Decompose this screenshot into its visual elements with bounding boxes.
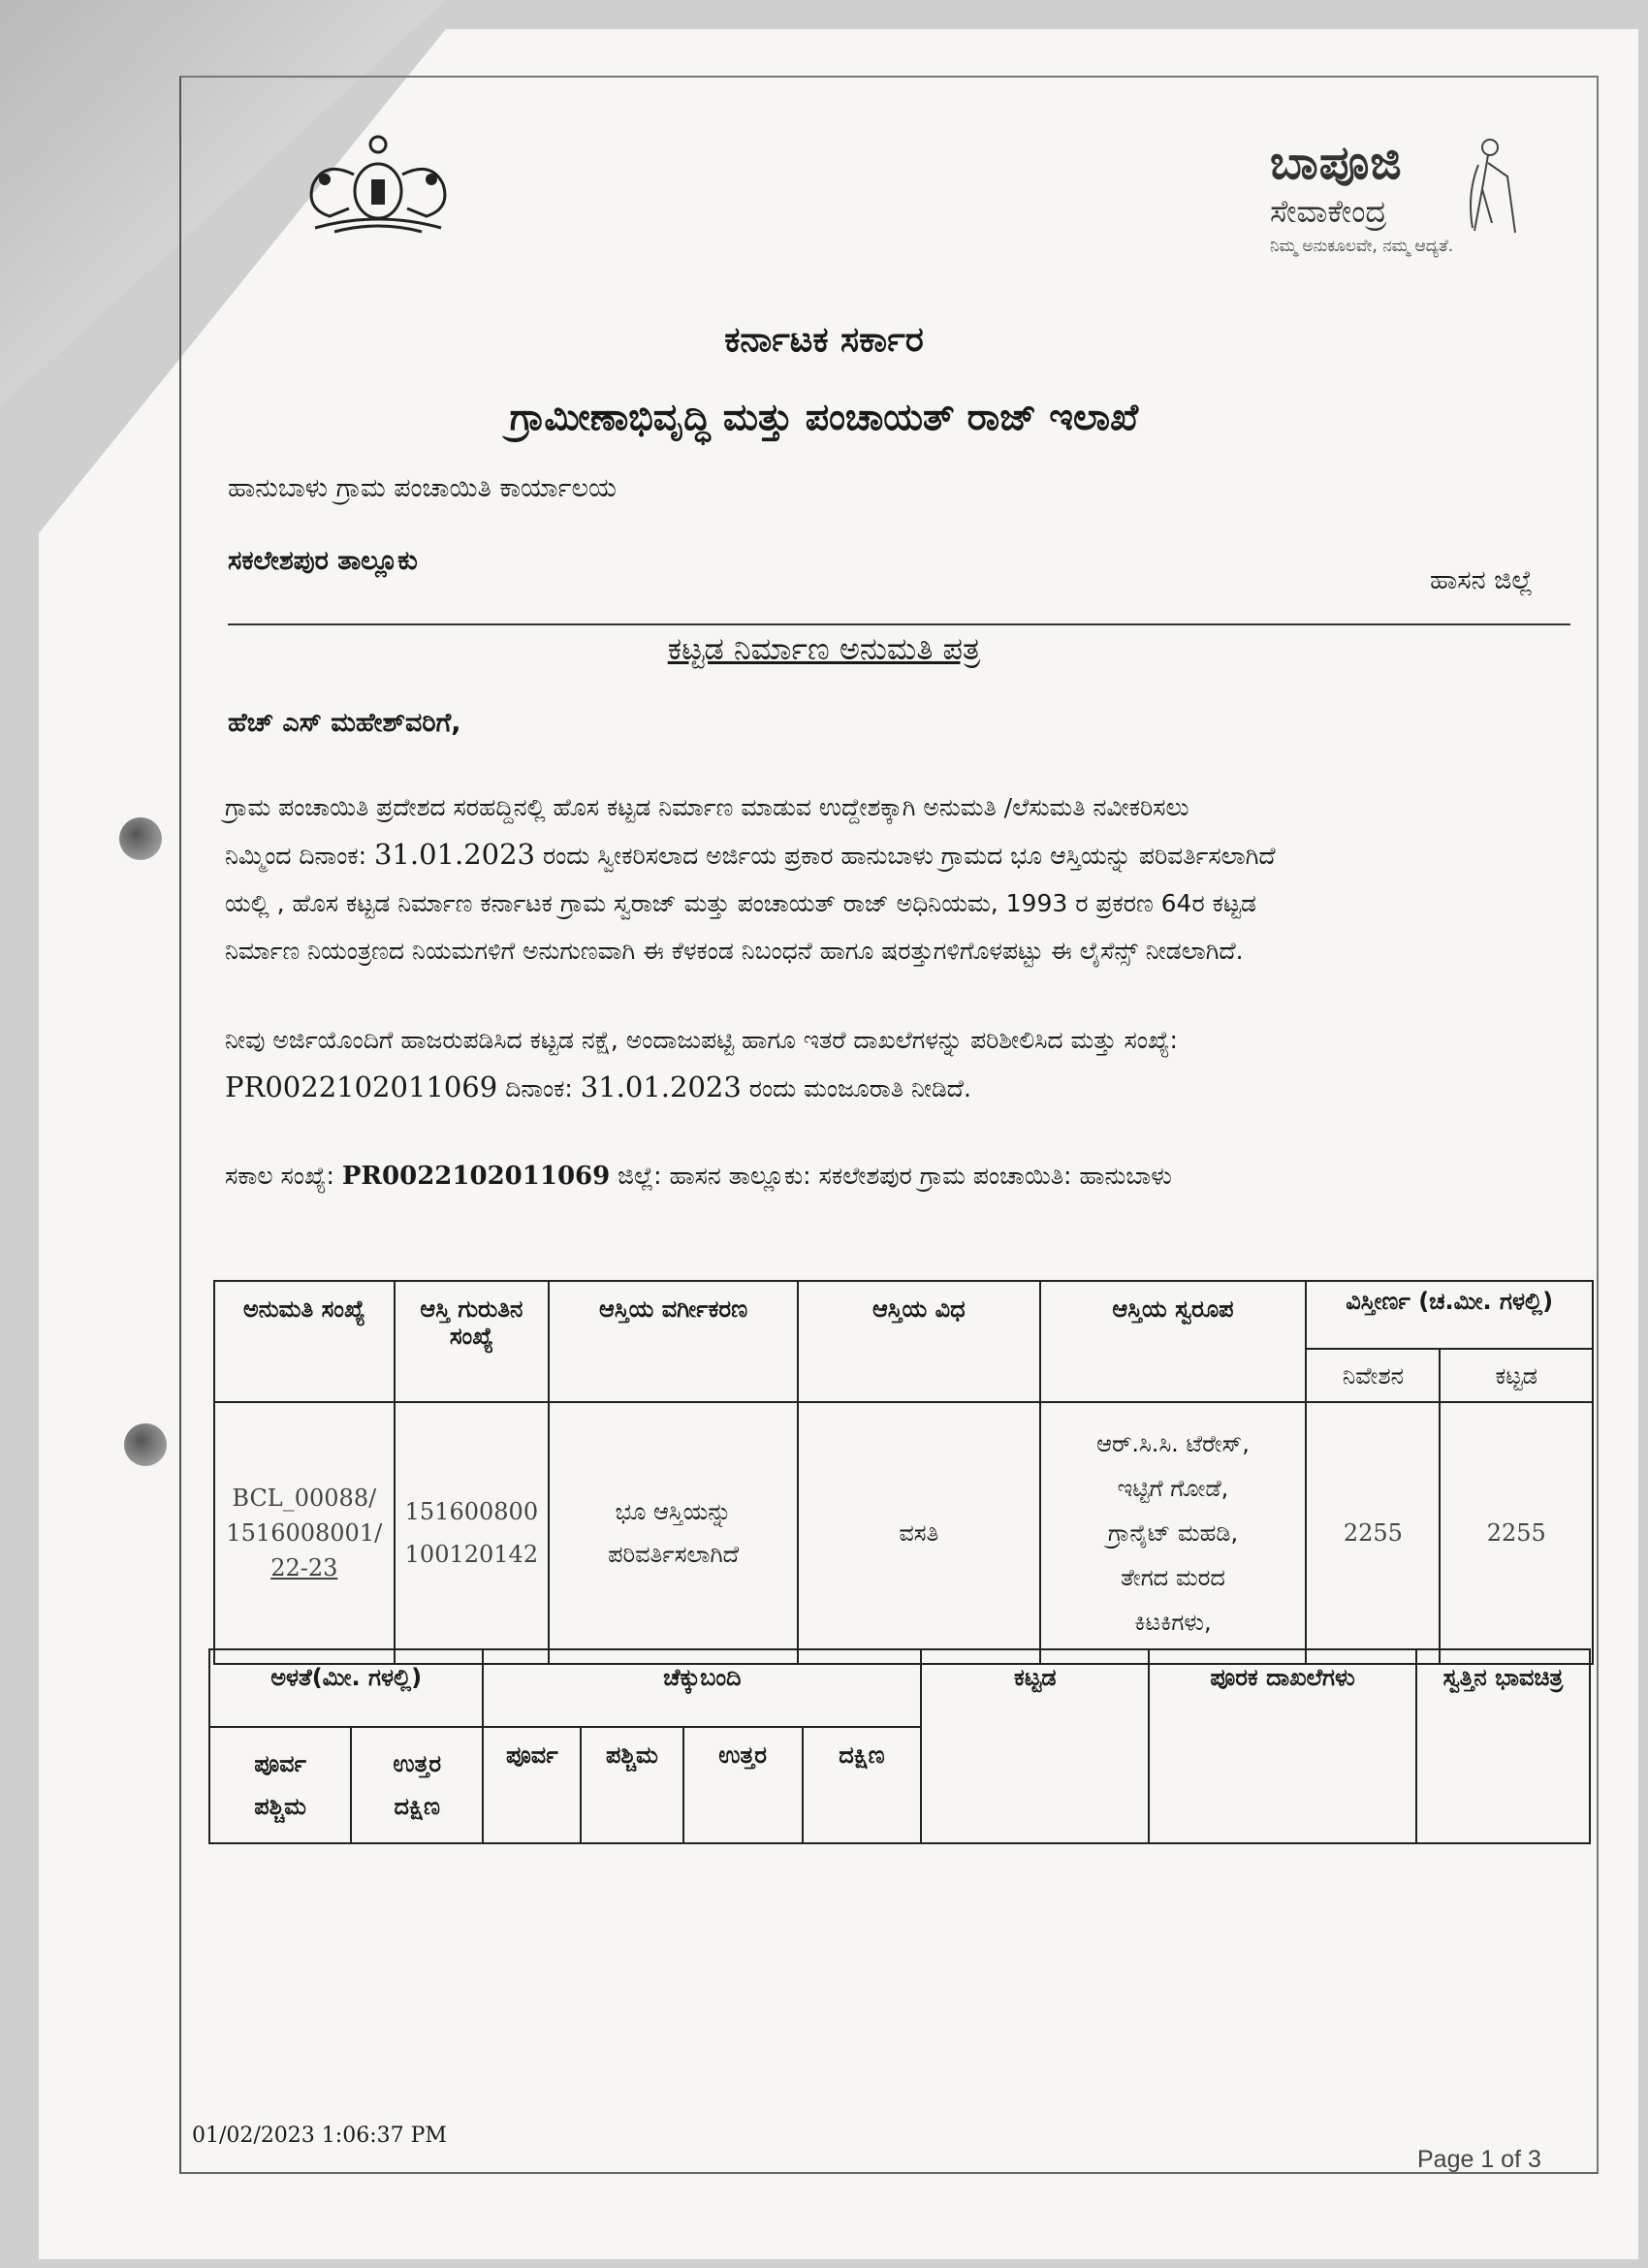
department-heading: ಗ್ರಾಮೀಣಾಭಿವೃದ್ಧಿ ಮತ್ತು ಪಂಚಾಯತ್ ರಾಜ್ ಇಲಾಖೆ <box>509 396 1139 438</box>
property-id-line-2: 100120142 <box>404 1541 539 1568</box>
karnataka-emblem-icon <box>296 131 460 238</box>
logo-subtitle: ಸೇವಾಕೇಂದ್ರ <box>1270 193 1387 230</box>
taluk-name: ಸಕಲೇಶಪುರ ತಾಲ್ಲೂಕು <box>228 546 418 576</box>
para1-date-label: ನಿಮ್ಮಿಂದ ದಿನಾಂಕ: <box>225 842 374 870</box>
para1-line-3: ಯಲ್ಲಿ , ಹೊಸ ಕಟ್ಟಡ ನಿರ್ಮಾಣ ಕರ್ನಾಟಕ ಗ್ರಾಮ ಸ್ವರಾಜ್ ಮತ್ತು ಪಂಚಾಯತ್ ರಾಜ್ ಅಧಿನಿಯಮ, 1993 ರ ಪ್ರಕರಣ 64ರ ಕಟ್ಟಡ <box>225 889 1256 917</box>
classification-line-1: ಭೂ ಆಸ್ತಿಯನ್ನು <box>615 1498 732 1525</box>
cell-property-type: ವಸತಿ <box>798 1402 1040 1664</box>
cell-building-area: 2255 <box>1440 1402 1593 1664</box>
dimensions-boundaries-table <box>208 1648 1591 1844</box>
nature-line-4: ತೇಗದ ಮರದ <box>1121 1564 1225 1591</box>
sakala-number: PR0022102011069 <box>341 1162 611 1191</box>
table2-header-row <box>209 1649 1590 1727</box>
header-building-doc: ಕಟ್ಟಡ <box>921 1649 1149 1843</box>
header-area: ವಿಸ್ತೀರ್ಣ (ಚ.ಮೀ. ಗಳಲ್ಲಿ) <box>1306 1281 1593 1349</box>
header-site: ನಿವೇಶನ <box>1306 1349 1440 1402</box>
sakala-location: ಜಿಲ್ಲೆ: ಹಾಸನ ತಾಲ್ಲೂಕು: ಸಕಲೇಶಪುರ ಗ್ರಾಮ ಪಂಚಾಯಿತಿ: ಹಾನುಬಾಳು <box>610 1162 1172 1190</box>
district-name: ಹಾಸನ ಜಿಲ್ಲೆ <box>1430 565 1534 595</box>
cell-classification <box>549 1402 798 1664</box>
para1-line-1: ಗ್ರಾಮ ಪಂಚಾಯಿತಿ ಪ್ರದೇಶದ ಸರಹದ್ದಿನಲ್ಲಿ ಹೊಸ ಕಟ್ಟಡ ನಿರ್ಮಾಣ ಮಾಡುವ ಉದ್ದೇಶಕ್ಕಾಗಿ ಅನುಮತಿ /ಲೆಸುಮತಿ ನವೀಕರಿಸಲು <box>225 793 1189 821</box>
addressee: ಹೆಚ್ ಎಸ್ ಮಹೇಶ್‌ವರಿಗೆ, <box>228 708 461 738</box>
permit-paragraph-1 <box>225 783 1601 974</box>
office-name: ಹಾನುಬಾಳು ಗ್ರಾಮ ಪಂಚಾಯಿತಿ ಕಾರ್ಯಾಲಯ <box>228 473 617 503</box>
sakala-label: ಸಕಾಲ ಸಂಖ್ಯೆ: <box>225 1162 342 1190</box>
sakala-line <box>225 1162 1172 1191</box>
header-dimensions: ಅಳತೆ(ಮೀ. ಗಳಲ್ಲಿ) <box>209 1649 483 1727</box>
header-divider <box>228 623 1570 625</box>
header-west: ಪಶ್ಚಿಮ <box>581 1727 682 1843</box>
para2-date-label: ದಿನಾಂಕ: <box>497 1074 581 1102</box>
east-west-line-2: ಪಶ್ಚಿಮ <box>254 1793 306 1820</box>
cell-property-id <box>395 1402 550 1664</box>
approval-date: 31.01.2023 <box>580 1070 742 1103</box>
document-title: ಕಟ್ಟಡ ನಿರ್ಮಾಣ ಅನುಮತಿ ಪತ್ರ <box>667 630 981 667</box>
north-south-line-1: ಉತ್ತರ <box>393 1750 442 1777</box>
para2-line-1: ನೀವು ಅರ್ಜಿಯೊಂದಿಗೆ ಹಾಜರುಪಡಿಸಿದ ಕಟ್ಟಡ ನಕ್ಷೆ, ಅಂದಾಜುಪಟ್ಟಿ ಹಾಗೂ ಇತರೆ ದಾಖಲೆಗಳನ್ನು ಪರಿಶೀಲಿಸಿದ ಮತ್ತು ಸಂಖ್ಯೆ: <box>225 1026 1178 1054</box>
header-property-type: ಆಸ್ತಿಯ ವಿಧ <box>798 1281 1040 1402</box>
header-supporting-docs: ಪೂರಕ ದಾಖಲೆಗಳು <box>1149 1649 1416 1843</box>
header-property-nature: ಆಸ್ತಿಯ ಸ್ವರೂಪ <box>1040 1281 1307 1402</box>
permit-no-line-2: 1516008001/ <box>226 1519 383 1547</box>
logo-title: ಬಾಪೂಜಿ <box>1270 136 1403 190</box>
nature-line-1: ಆರ್.ಸಿ.ಸಿ. ಟೆರೇಸ್, <box>1096 1430 1250 1457</box>
permit-no-line-1: BCL_00088/ <box>232 1485 377 1512</box>
cell-permit-no <box>214 1402 395 1664</box>
nature-line-2: ಇಟ್ಟಿಗೆ ಗೋಡೆ, <box>1117 1475 1229 1502</box>
para1-line-4: ನಿರ್ಮಾಣ ನಿಯಂತ್ರಣದ ನಿಯಮಗಳಿಗೆ ಅನುಗುಣವಾಗಿ ಈ ಕೆಳಕಂಡ ನಿಬಂಧನೆ ಹಾಗೂ ಷರತ್ತುಗಳಿಗೊಳಪಟ್ಟು ಈ ಲೈಸೆನ್ಸ್ ನೀಡಲಾಗಿದೆ. <box>225 937 1244 965</box>
east-west-line-1: ಪೂರ್ವ <box>254 1750 306 1777</box>
nature-line-5: ಕಿಟಕಿಗಳು, <box>1134 1609 1212 1636</box>
punch-hole <box>124 1423 167 1466</box>
application-date: 31.01.2023 <box>373 838 535 871</box>
page-number: Page 1 of 3 <box>1417 2146 1541 2173</box>
para1-line-2-rest: ರಂದು ಸ್ವೀಕರಿಸಲಾದ ಅರ್ಜಿಯ ಪ್ರಕಾರ ಹಾನುಬಾಳು ಗ್ರಾಮದ ಭೂ ಆಸ್ತಿಯನ್ನು ಪರಿವರ್ತಿಸಲಾಗಿದೆ <box>535 842 1276 870</box>
nature-line-3: ಗ್ರಾನೈಟ್ ಮಹಡಿ, <box>1107 1519 1239 1547</box>
approval-number: PR0022102011069 <box>225 1070 498 1103</box>
cell-site-area: 2255 <box>1306 1402 1440 1664</box>
para1-line-2 <box>225 831 1601 879</box>
header-north-south <box>351 1727 483 1843</box>
para2-line-2-rest: ರಂದು ಮಂಜೂರಾತಿ ನೀಡಿದೆ. <box>741 1074 971 1102</box>
header-east-west <box>209 1727 351 1843</box>
header-property-id: ಆಸ್ತಿ ಗುರುತಿನ ಸಂಖ್ಯೆ <box>395 1281 550 1402</box>
header-boundaries: ಚೆಕ್ಕುಬಂದಿ <box>483 1649 921 1727</box>
header-permit-no: ಅನುಮತಿ ಸಂಖ್ಯೆ <box>214 1281 395 1402</box>
header-property-photo: ಸ್ವತ್ತಿನ ಭಾವಚಿತ್ರ <box>1416 1649 1590 1843</box>
table1-header-row <box>214 1281 1593 1349</box>
para2-line-2 <box>225 1064 1601 1112</box>
gandhi-figure-icon <box>1459 136 1527 242</box>
table-row <box>214 1402 1593 1664</box>
permit-details-table <box>213 1280 1594 1665</box>
punch-hole <box>119 817 162 860</box>
header-classification: ಆಸ್ತಿಯ ವರ್ಗೀಕರಣ <box>549 1281 798 1402</box>
print-timestamp: 01/02/2023 1:06:37 PM <box>192 2124 447 2148</box>
header-south: ದಕ್ಷಿಣ <box>803 1727 922 1843</box>
header-building: ಕಟ್ಟಡ <box>1440 1349 1593 1402</box>
property-id-line-1: 151600800 <box>404 1498 539 1525</box>
page-border <box>179 76 1599 2174</box>
permit-no-line-3: 22-23 <box>270 1554 338 1581</box>
north-south-line-2: ದಕ್ಷಿಣ <box>394 1793 441 1820</box>
cell-property-nature <box>1040 1402 1307 1664</box>
header-east: ಪೂರ್ವ <box>483 1727 581 1843</box>
header-north: ಉತ್ತರ <box>683 1727 803 1843</box>
logo-tagline: ನಿಮ್ಮ ಅನುಕೂಲವೇ, ನಮ್ಮ ಆದ್ಯತೆ. <box>1270 237 1454 256</box>
classification-line-2: ಪರಿವರ್ತಿಸಲಾಗಿದೆ <box>608 1541 740 1568</box>
permit-paragraph-2 <box>225 1016 1601 1112</box>
government-heading: ಕರ್ನಾಟಕ ಸರ್ಕಾರ <box>724 320 924 360</box>
